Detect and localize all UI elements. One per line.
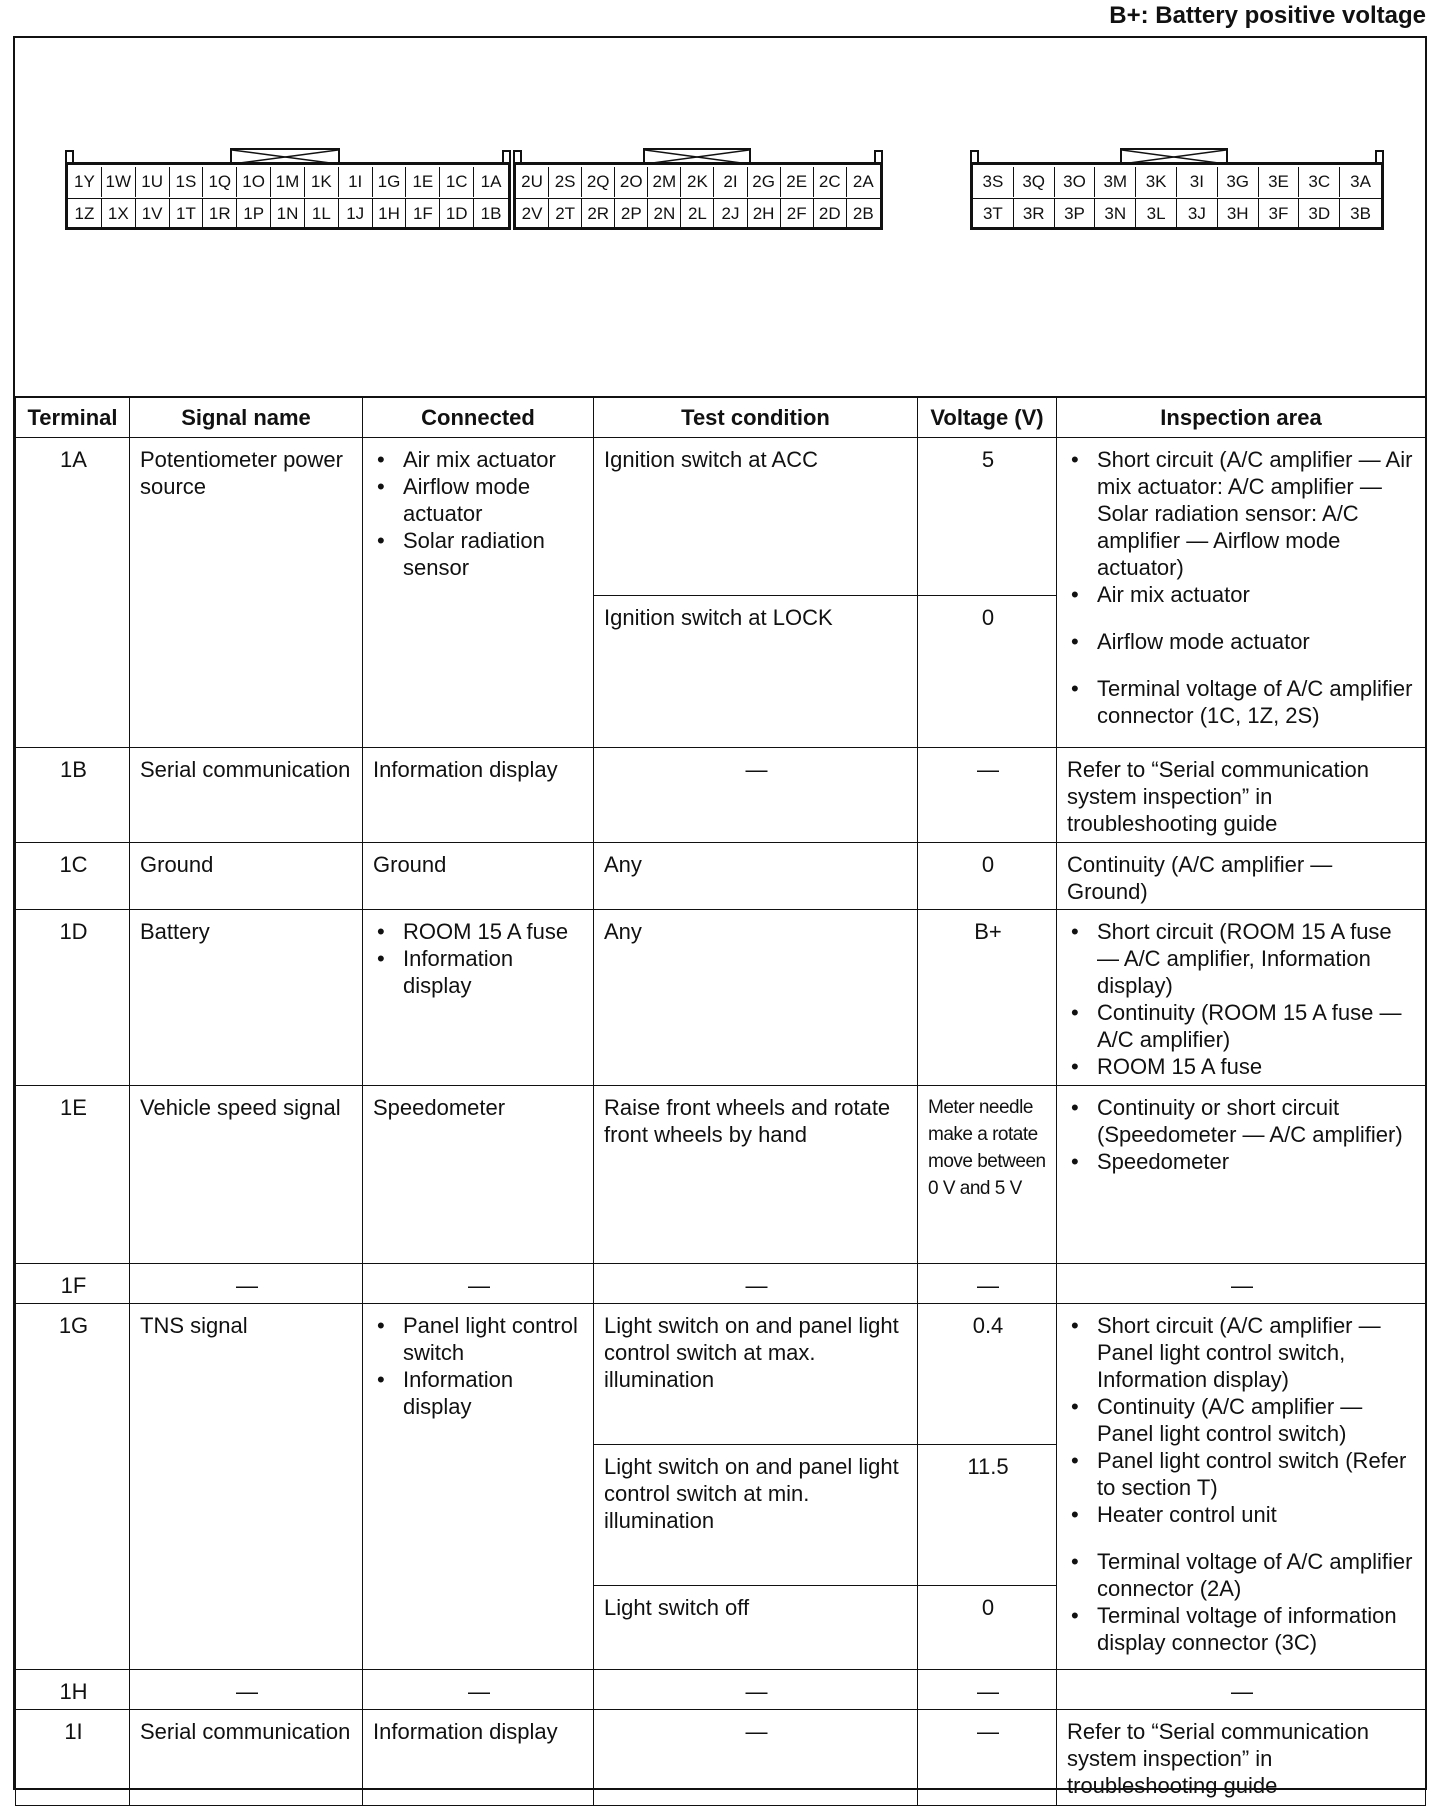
table-row bbox=[16, 1710, 1426, 1806]
terminal-cell: 1D bbox=[16, 910, 130, 1086]
list-item: • Solar radiation sensor bbox=[403, 527, 585, 581]
connector-pin: 2I bbox=[714, 167, 747, 197]
list-item: • Terminal voltage of A/C amplifier connector (2A) bbox=[1097, 1548, 1417, 1602]
connector-pin: 2N bbox=[648, 199, 681, 229]
voltage-cell: Meter needle make a rotate move between 0 V and 5 V bbox=[918, 1086, 1057, 1264]
connector-pin: 1Z bbox=[68, 199, 102, 229]
connector-pin: 2D bbox=[814, 199, 847, 229]
signal-cell: Vehicle speed signal bbox=[130, 1086, 363, 1264]
connector-pin: 3L bbox=[1136, 199, 1177, 229]
connector-pin: 3I bbox=[1177, 167, 1218, 197]
connected-cell: Ground bbox=[363, 843, 594, 910]
connector-pin: 1J bbox=[339, 199, 373, 229]
connector-pin: 2V bbox=[516, 199, 549, 229]
connector-pin: 1T bbox=[170, 199, 204, 229]
list-item: • Information display bbox=[403, 945, 585, 999]
connected-cell: — bbox=[363, 1670, 594, 1710]
test-condition-cell: — bbox=[594, 748, 918, 843]
connected-cell: Speedometer bbox=[363, 1086, 594, 1264]
connector-pin: 1W bbox=[102, 167, 136, 197]
connector-pin: 2P bbox=[615, 199, 648, 229]
connector-pin: 1K bbox=[305, 167, 339, 197]
terminal-table-frame bbox=[13, 36, 1427, 1798]
header-inspection-area: Inspection area bbox=[1057, 397, 1426, 438]
connector-pin: 1A bbox=[480, 172, 502, 191]
signal-cell: Serial communication bbox=[130, 748, 363, 843]
list-item: • Airflow mode actuator bbox=[403, 473, 585, 527]
connector-pin: 3M bbox=[1095, 167, 1136, 197]
connector-pin: 3G bbox=[1218, 167, 1259, 197]
connector-pin: 2E bbox=[781, 167, 814, 197]
terminal-cell: 1F bbox=[16, 1264, 130, 1304]
connector-pin: 1O bbox=[237, 167, 271, 197]
connector-pin: 3E bbox=[1259, 167, 1300, 197]
connector-pin: 3D bbox=[1299, 199, 1340, 229]
test-condition-cell: Any bbox=[594, 910, 918, 1086]
header-terminal: Terminal bbox=[16, 397, 130, 438]
connector-pin: 1X bbox=[102, 199, 136, 229]
connector-pin: 2U bbox=[516, 167, 549, 197]
voltage-cell: B+ bbox=[918, 910, 1057, 1086]
connector-3-body bbox=[970, 162, 1384, 230]
connector-pin: 3H bbox=[1218, 199, 1259, 229]
inspection-cell: Continuity (A/C amplifier — Ground) bbox=[1057, 843, 1426, 910]
connector-pin: 1H bbox=[373, 199, 407, 229]
connector-1-body bbox=[65, 162, 511, 230]
signal-cell: Ground bbox=[130, 843, 363, 910]
connector-pin: 1L bbox=[305, 199, 339, 229]
connector-pin: 1G bbox=[373, 167, 407, 197]
table-row bbox=[16, 1304, 1426, 1445]
voltage-cell: 11.5 bbox=[918, 1445, 1057, 1586]
terminal-cell: 1E bbox=[16, 1086, 130, 1264]
list-item: • Short circuit (ROOM 15 A fuse — A/C amplifier, Information display) bbox=[1097, 918, 1417, 999]
test-condition-cell: — bbox=[594, 1670, 918, 1710]
signal-cell: Potentiometer power source bbox=[130, 438, 363, 748]
test-condition-cell: Raise front wheels and rotate front wheels by hand bbox=[594, 1086, 918, 1264]
connected-cell: Information display bbox=[363, 1710, 594, 1806]
connector-pin: 3B bbox=[1350, 204, 1371, 223]
connected-cell bbox=[363, 910, 594, 1086]
connector-pin: 2M bbox=[648, 167, 681, 197]
inspection-cell: — bbox=[1057, 1264, 1426, 1304]
inspection-cell: Refer to “Serial communication system inspection” in troubleshooting guide bbox=[1057, 748, 1426, 843]
test-condition-cell: Light switch off bbox=[594, 1586, 918, 1670]
connector-pin: 1N bbox=[271, 199, 305, 229]
connector-1 bbox=[65, 148, 511, 238]
connector-pin: 3O bbox=[1055, 167, 1096, 197]
table-row bbox=[16, 1086, 1426, 1264]
connector-pin: 1V bbox=[136, 199, 170, 229]
connected-cell bbox=[363, 438, 594, 748]
table-row bbox=[16, 1264, 1426, 1304]
connector-pin: 3C bbox=[1299, 167, 1340, 197]
connector-pin: 3R bbox=[1014, 199, 1055, 229]
connector-pin: 1E bbox=[406, 167, 440, 197]
connector-2-body bbox=[513, 162, 883, 230]
connector-pin: 1I bbox=[339, 167, 373, 197]
connector-pin: 2J bbox=[714, 199, 747, 229]
test-condition-cell: Light switch on and panel light control switch at max. illumination bbox=[594, 1304, 918, 1445]
test-condition-cell: Any bbox=[594, 843, 918, 910]
inspection-cell bbox=[1057, 910, 1426, 1086]
connector-pin: 2L bbox=[681, 199, 714, 229]
connector-3 bbox=[970, 148, 1384, 238]
signal-cell: Serial communication bbox=[130, 1710, 363, 1806]
list-item: • Terminal voltage of information display connector (3C) bbox=[1097, 1602, 1417, 1656]
connector-pin: 2O bbox=[615, 167, 648, 197]
table-header-row bbox=[16, 397, 1426, 438]
connector-2 bbox=[513, 148, 883, 238]
connector-pin: 1Y bbox=[68, 167, 102, 197]
connector-diagram-area bbox=[15, 38, 1425, 398]
terminal-cell: 1I bbox=[16, 1710, 130, 1806]
connector-pin: 1U bbox=[136, 167, 170, 197]
list-item: • ROOM 15 A fuse bbox=[403, 918, 585, 945]
voltage-cell: — bbox=[918, 748, 1057, 843]
connector-pin: 3J bbox=[1177, 199, 1218, 229]
list-item: • Panel light control switch (Refer to section T) bbox=[1097, 1447, 1417, 1501]
connector-pin: 2F bbox=[781, 199, 814, 229]
list-item: • Speedometer bbox=[1097, 1148, 1417, 1175]
inspection-cell bbox=[1057, 438, 1426, 748]
list-item: • Panel light control switch bbox=[403, 1312, 585, 1366]
signal-cell: Battery bbox=[130, 910, 363, 1086]
connector-pin: 2S bbox=[549, 167, 582, 197]
connector-pin: 3K bbox=[1136, 167, 1177, 197]
voltage-cell: 0.4 bbox=[918, 1304, 1057, 1445]
terminal-cell: 1C bbox=[16, 843, 130, 910]
connector-pin: 1B bbox=[480, 204, 502, 223]
connector-pin: 3T bbox=[973, 199, 1014, 229]
signal-cell: TNS signal bbox=[130, 1304, 363, 1670]
connector-pin: 2B bbox=[852, 204, 874, 223]
inspection-cell bbox=[1057, 1304, 1426, 1670]
connector-pin: 1R bbox=[203, 199, 237, 229]
table-row bbox=[16, 1670, 1426, 1710]
voltage-cell: 0 bbox=[918, 1586, 1057, 1670]
table-row bbox=[16, 910, 1426, 1086]
terminal-table bbox=[15, 396, 1426, 1806]
test-condition-cell: — bbox=[594, 1264, 918, 1304]
signal-cell: — bbox=[130, 1264, 363, 1304]
terminal-cell: 1H bbox=[16, 1670, 130, 1710]
connector-pin: 1C bbox=[440, 167, 474, 197]
list-item: • Terminal voltage of A/C amplifier connector (1C, 1Z, 2S) bbox=[1097, 675, 1417, 729]
test-condition-cell: Ignition switch at LOCK bbox=[594, 596, 918, 748]
header-test-condition: Test condition bbox=[594, 397, 918, 438]
list-item: • Heater control unit bbox=[1097, 1501, 1417, 1528]
connector-pin: 2Q bbox=[582, 167, 615, 197]
signal-cell: — bbox=[130, 1670, 363, 1710]
voltage-cell: 5 bbox=[918, 438, 1057, 596]
connector-pin: 2H bbox=[748, 199, 781, 229]
terminal-cell: 1G bbox=[16, 1304, 130, 1670]
voltage-cell: — bbox=[918, 1670, 1057, 1710]
header-connected: Connected bbox=[363, 397, 594, 438]
connector-pin: 2K bbox=[681, 167, 714, 197]
connector-pin: 1M bbox=[271, 167, 305, 197]
connector-pin: 1P bbox=[237, 199, 271, 229]
test-condition-cell: Ignition switch at ACC bbox=[594, 438, 918, 596]
connected-cell: — bbox=[363, 1264, 594, 1304]
connector-pin: 3Q bbox=[1014, 167, 1055, 197]
list-item: • Continuity or short circuit (Speedometer — A/C amplifier) bbox=[1097, 1094, 1417, 1148]
list-item: • Information display bbox=[403, 1366, 585, 1420]
connector-pin: 2C bbox=[814, 167, 847, 197]
voltage-cell: — bbox=[918, 1264, 1057, 1304]
table-row bbox=[16, 438, 1426, 596]
table-row bbox=[16, 843, 1426, 910]
voltage-cell: 0 bbox=[918, 843, 1057, 910]
connector-pin: 2R bbox=[582, 199, 615, 229]
voltage-cell: 0 bbox=[918, 596, 1057, 748]
connector-pin: 2A bbox=[852, 172, 874, 191]
connector-pin: 3S bbox=[973, 167, 1014, 197]
connector-pin: 3N bbox=[1095, 199, 1136, 229]
terminal-cell: 1B bbox=[16, 748, 130, 843]
test-condition-cell: Light switch on and panel light control switch at min. illumination bbox=[594, 1445, 918, 1586]
voltage-cell: — bbox=[918, 1710, 1057, 1806]
table-row bbox=[16, 748, 1426, 843]
header-voltage: Voltage (V) bbox=[918, 397, 1057, 438]
list-item: • Airflow mode actuator bbox=[1097, 628, 1417, 655]
connector-pin: 2T bbox=[549, 199, 582, 229]
list-item: • Short circuit (A/C amplifier — Panel light control switch, Information display) bbox=[1097, 1312, 1417, 1393]
terminal-cell: 1A bbox=[16, 438, 130, 748]
connector-pin: 3A bbox=[1350, 172, 1371, 191]
list-item: • Air mix actuator bbox=[1097, 581, 1417, 608]
list-item: • ROOM 15 A fuse bbox=[1097, 1053, 1417, 1080]
connector-pin: 1D bbox=[440, 199, 474, 229]
inspection-cell: Refer to “Serial communication system inspection” in troubleshooting guide bbox=[1057, 1710, 1426, 1806]
connected-cell bbox=[363, 1304, 594, 1670]
connector-pin: 3F bbox=[1259, 199, 1300, 229]
connector-pin: 1F bbox=[406, 199, 440, 229]
test-condition-cell: — bbox=[594, 1710, 918, 1806]
list-item: • Continuity (A/C amplifier — Panel light control switch) bbox=[1097, 1393, 1417, 1447]
connected-cell: Information display bbox=[363, 748, 594, 843]
list-item: • Short circuit (A/C amplifier — Air mix actuator: A/C amplifier — Solar radiation sensor: A/C amplifier — Airflow mode actuator) bbox=[1097, 446, 1417, 581]
list-item: • Air mix actuator bbox=[403, 446, 585, 473]
connector-pin: 3P bbox=[1055, 199, 1096, 229]
list-item: • Continuity (ROOM 15 A fuse — A/C amplifier) bbox=[1097, 999, 1417, 1053]
connector-pin: 1Q bbox=[203, 167, 237, 197]
header-signal-name: Signal name bbox=[130, 397, 363, 438]
inspection-cell: — bbox=[1057, 1670, 1426, 1710]
connector-pin: 1S bbox=[170, 167, 204, 197]
connector-pin: 2G bbox=[748, 167, 781, 197]
inspection-cell bbox=[1057, 1086, 1426, 1264]
legend-battery-voltage: B+: Battery positive voltage bbox=[1109, 2, 1426, 29]
